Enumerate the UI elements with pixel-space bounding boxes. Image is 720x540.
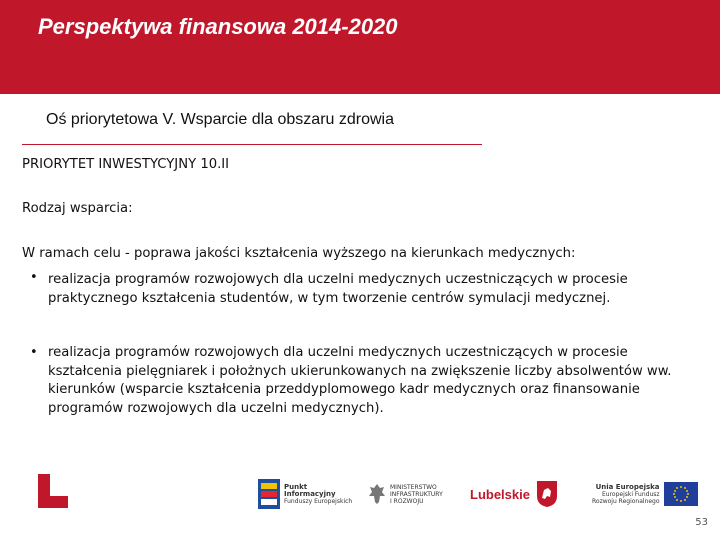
lubelskie-logo xyxy=(470,474,558,514)
l-logo-icon xyxy=(38,474,68,508)
bullet-text-2: realizacja programów rozwojowych dla uczelni medycznych uczestniczących w procesie kształcenia pielęgniarek i położnych ukierunkowanych na zwiększenie liczby absolwentów ww. kierunków (wsparcie kształcenia przeddyplomowego kadr medycznych oraz finansowanie programów rozwojowych dla uczelni medycznych). xyxy=(48,345,672,416)
ministry-line-3: I ROZWOJU xyxy=(390,497,424,505)
ministerstwo-logo xyxy=(368,474,443,514)
page-number: 53 xyxy=(695,517,708,528)
ministry-eagle-icon xyxy=(368,482,386,506)
ministry-line-2: INFRASTRUKTURY xyxy=(390,490,443,498)
punkt-line-2: Informacyjny xyxy=(284,489,336,498)
punkt-line-1: Punkt xyxy=(284,482,308,491)
lubelskie-label: Lubelskie xyxy=(470,486,530,502)
ministry-line-1: MINISTERSTWO xyxy=(390,483,437,491)
divider xyxy=(22,144,482,145)
eu-logo xyxy=(588,474,698,514)
eu-flag-icon xyxy=(664,482,698,506)
bullet-marker: • xyxy=(30,270,38,285)
slide-title: Perspektywa finansowa 2014-2020 xyxy=(38,14,398,39)
intro-text: W ramach celu - poprawa jakości kształcenia wyższego na kierunkach medycznych: xyxy=(22,246,576,261)
eu-line-3: Rozwoju Regionalnego xyxy=(592,497,660,505)
lubelskie-crest-icon xyxy=(536,480,558,508)
eu-line-1: Unia Europejska xyxy=(595,482,660,491)
eu-line-2: Europejski Fundusz xyxy=(601,490,660,498)
header-banner xyxy=(0,0,720,94)
slide-subtitle: Oś priorytetowa V. Wsparcie dla obszaru zdrowia xyxy=(46,111,394,128)
priority-heading: PRIORYTET INWESTYCYJNY 10.II xyxy=(22,157,230,172)
partner-logos xyxy=(258,474,698,518)
punkt-line-3: Funduszy Europejskich xyxy=(284,497,353,505)
punkt-informacyjny-logo xyxy=(258,474,352,514)
bullet-text-1: realizacja programów rozwojowych dla uczelni medycznych uczestniczących w procesie praktycznego kształcenia studentów, w tym tworzenie centrów symulacji medycznej. xyxy=(48,272,628,306)
support-type-label: Rodzaj wsparcia: xyxy=(22,201,133,216)
punkt-informacyjny-icon xyxy=(258,479,280,509)
bullet-marker: • xyxy=(30,345,38,360)
